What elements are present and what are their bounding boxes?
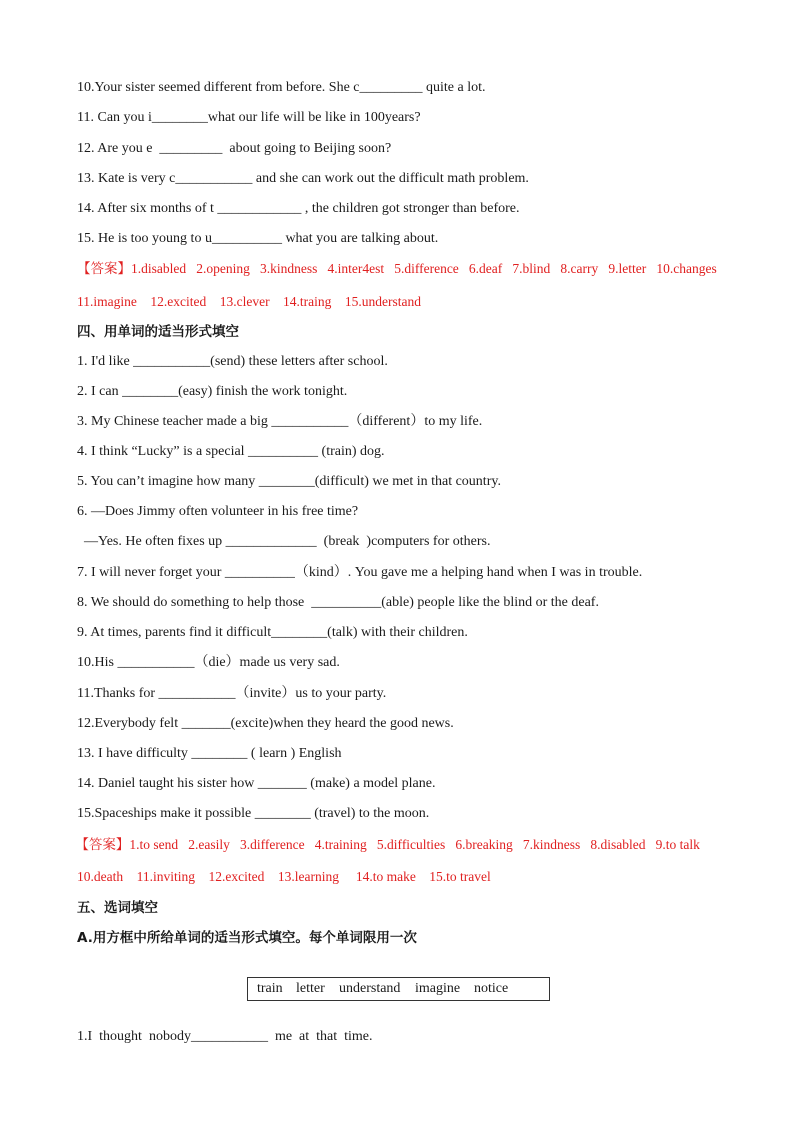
answer-line: 11.imagine 12.excited 13.clever 14.traing 15.understand [77,294,422,309]
section-heading: 五、选词填空 [77,900,158,916]
question-line: 9. At times, parents find it difficult________(talk) with their children. [77,625,468,640]
question-line: 7. I will never forget your __________（kind）. You gave me a helping hand when I was in trouble. [77,565,643,580]
question-line: 2. I can ________(easy) finish the work tonight. [77,384,348,399]
question-line: 4. I think “Lucky” is a special __________ (train) dog. [77,444,385,459]
question-line: 14. After six months of t ____________ , the children got stronger than before. [77,201,520,216]
question-line: 14. Daniel taught his sister how _______ (make) a model plane. [77,776,436,791]
question-line: 15. He is too young to u__________ what you are talking about. [77,231,439,246]
answer-line: 10.death 11.inviting 12.excited 13.learning 14.to make 15.to travel [77,869,491,884]
question-line: 3. My Chinese teacher made a big ___________（different）to my life. [77,414,483,429]
word-box-item: train [257,981,283,996]
word-box [247,977,550,1001]
question-line: 11.Thanks for ___________（invite）us to your party. [77,686,387,701]
question-line: 10.His ___________（die）made us very sad. [77,655,340,670]
question-line: 1. I'd like ___________(send) these letters after school. [77,354,388,369]
question-line: 10.Your sister seemed different from before. She c_________ quite a lot. [77,80,486,95]
question-line: —Yes. He often fixes up _____________ (break )computers for others. [77,534,491,549]
question-line: 6. —Does Jimmy often volunteer in his free time? [77,504,359,519]
word-box-item: understand [339,981,401,996]
word-box-item: notice [474,981,509,996]
question-line: 12.Everybody felt _______(excite)when they heard the good news. [77,716,454,731]
word-box-item: letter [296,981,325,996]
section-subheading: A.用方框中所给单词的适当形式填空。每个单词限用一次 [77,930,417,946]
word-box-item: imagine [415,981,461,996]
question-line: 15.Spaceships make it possible ________ (travel) to the moon. [77,806,430,821]
question-line: 13. I have difficulty ________ ( learn ) English [77,746,342,761]
question-line: 5. You can’t imagine how many ________(difficult) we met in that country. [77,474,501,489]
question-line: 11. Can you i________what our life will be like in 100years? [77,110,421,125]
section-heading: 四、用单词的适当形式填空 [77,324,239,340]
answer-line: 【答案】1.to send 2.easily 3.difference 4.training 5.difficulties 6.breaking 7.kindness 8.disabled 9.to talk [72,837,700,852]
question-line: 8. We should do something to help those __________(able) people like the blind or the deaf. [77,595,599,610]
question-line: 1.I thought nobody___________ me at that time. [77,1029,373,1044]
question-line: 12. Are you e _________ about going to Beijing soon? [77,141,392,156]
question-line: 13. Kate is very c___________ and she can work out the difficult math problem. [77,171,529,186]
answer-line: 【答案】1.disabled 2.opening 3.kindness 4.inter4est 5.difference 6.deaf 7.blind 8.carry 9.letter 10.changes [77,261,717,276]
